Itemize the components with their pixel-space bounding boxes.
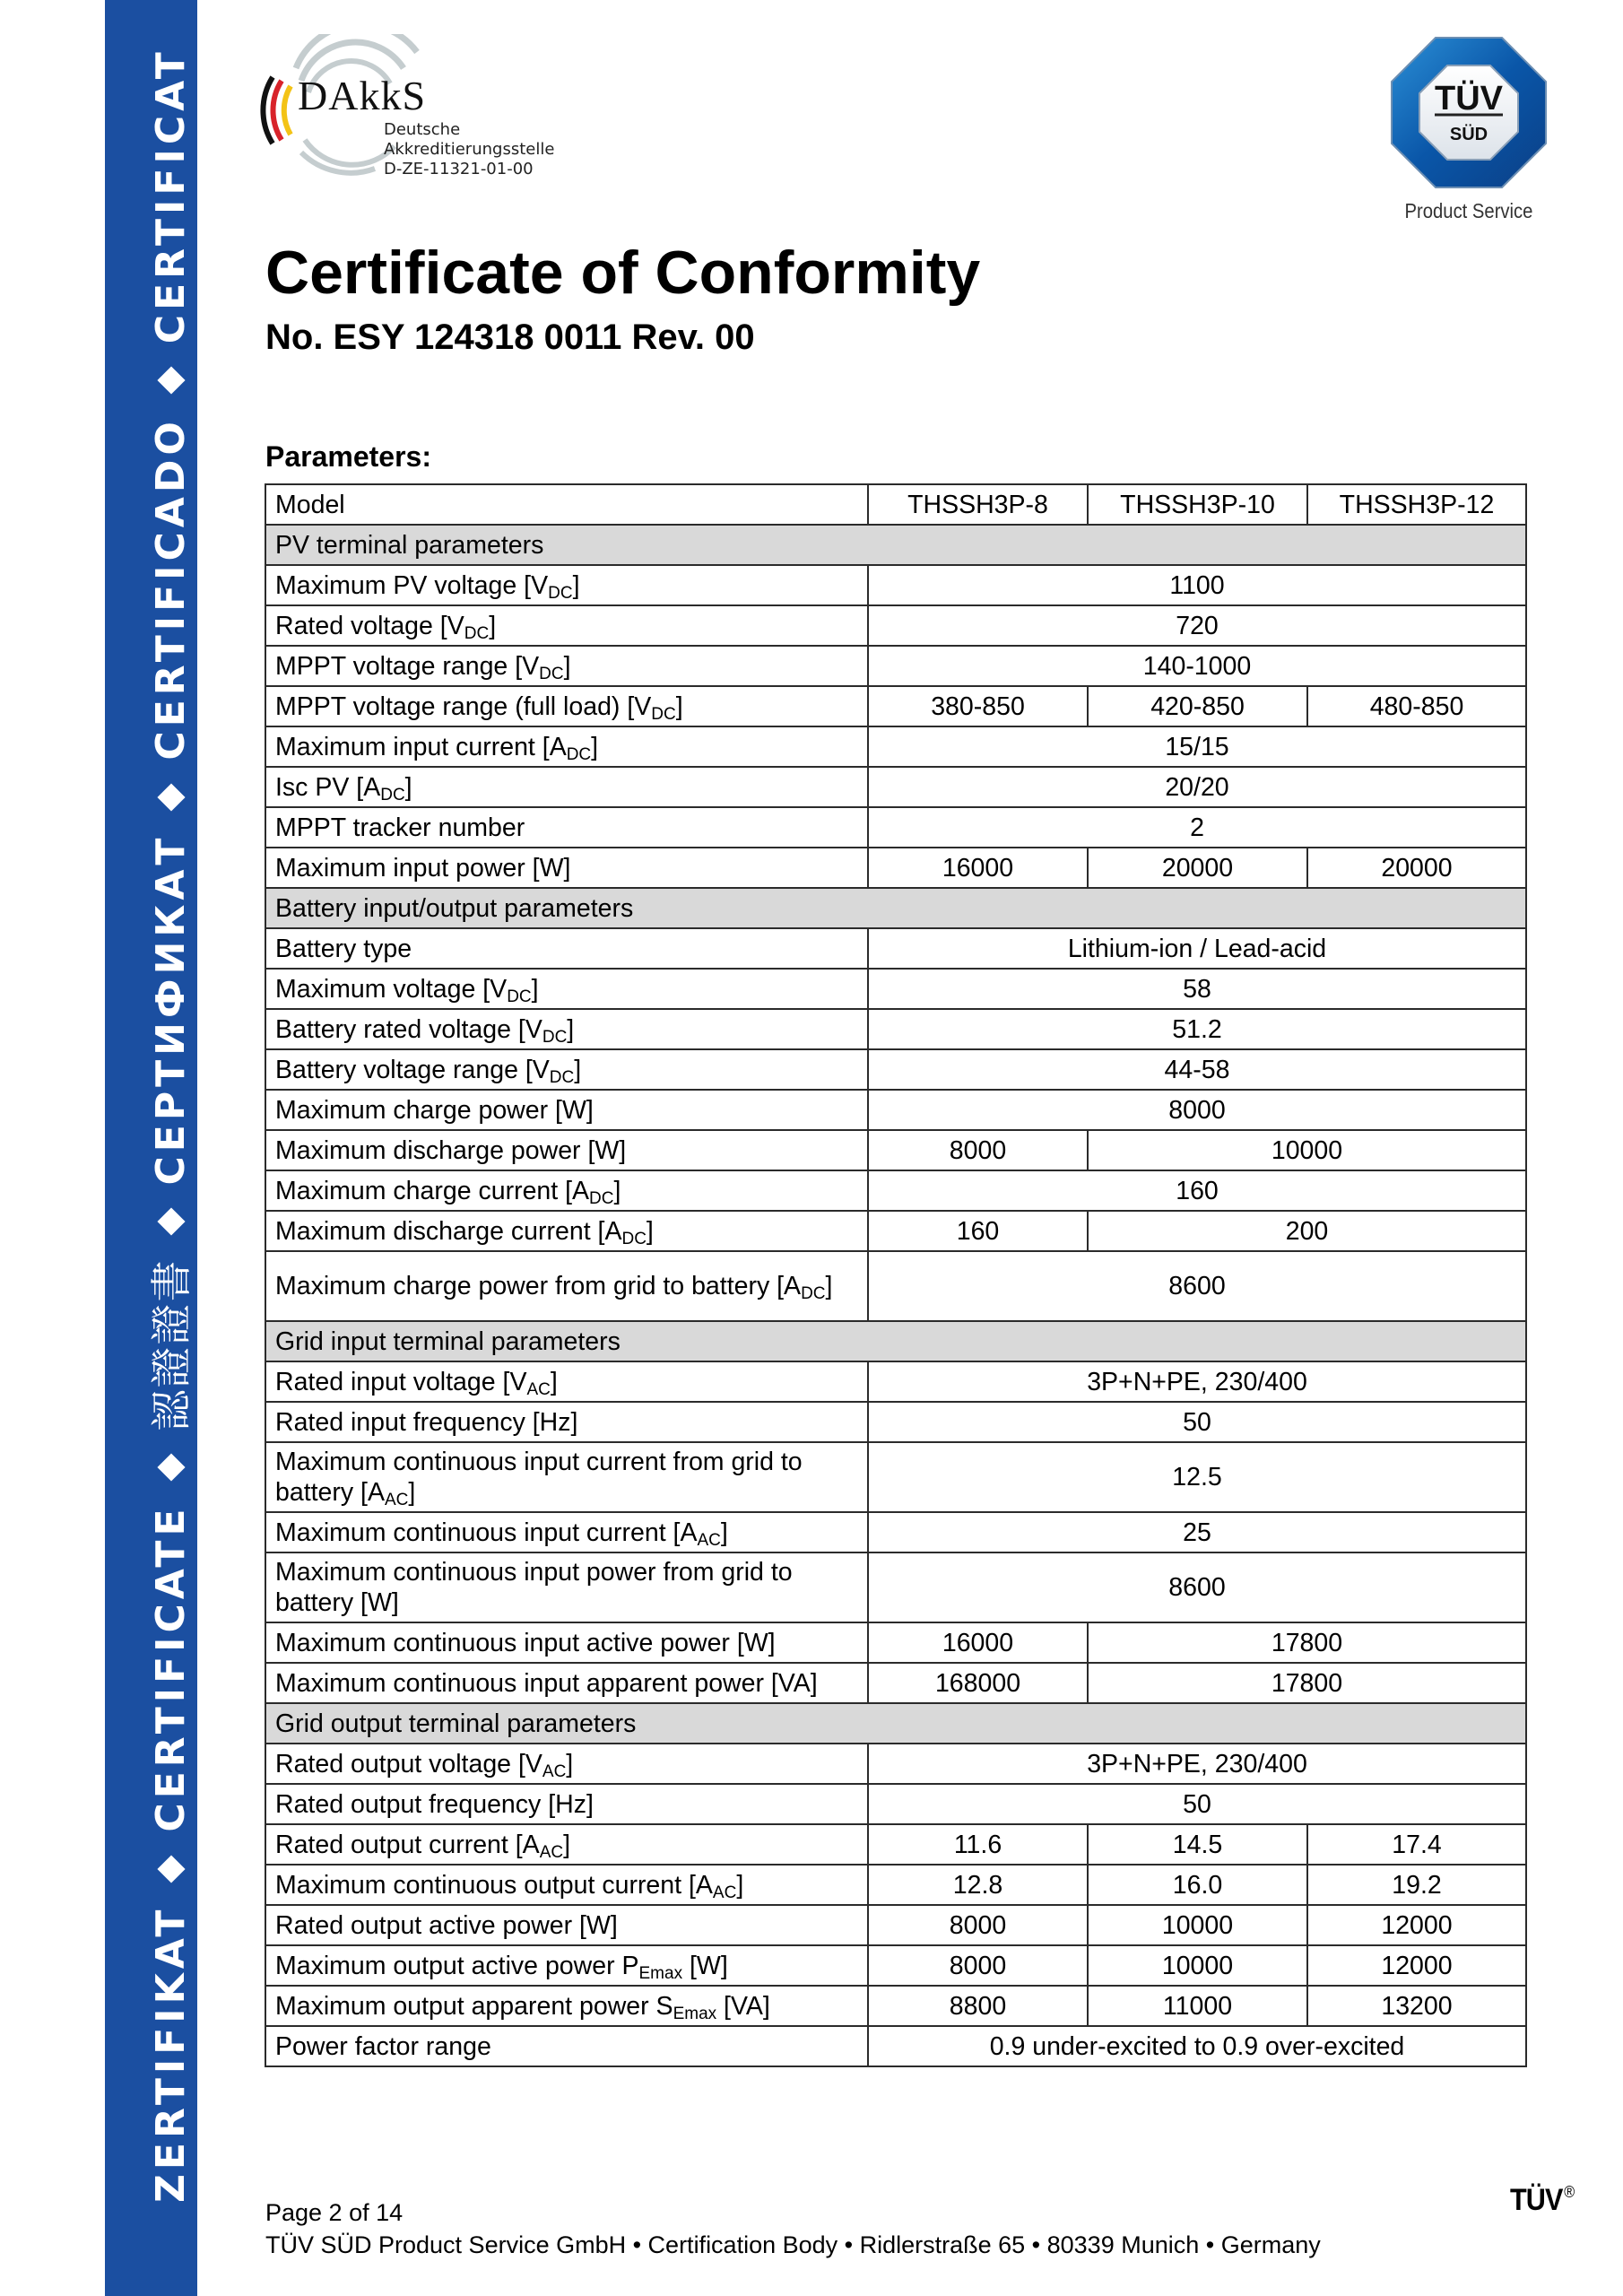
certificate-number: No. ESY 124318 0011 Rev. 00 bbox=[265, 317, 755, 357]
unit-suffix: ] bbox=[572, 570, 580, 600]
parameter-label bbox=[265, 1865, 868, 1905]
parameter-value: 0.9 under-excited to 0.9 over-excited bbox=[868, 2026, 1526, 2066]
unit-subscript: DC bbox=[621, 1229, 647, 1248]
unit-suffix: ] bbox=[563, 1830, 571, 1859]
table-row bbox=[265, 1442, 1526, 1512]
band-word-russian: СЕРТИФИКАТ bbox=[148, 833, 194, 1186]
parameter-label bbox=[265, 1402, 868, 1442]
unit-base: A bbox=[604, 1216, 622, 1246]
unit-subscript: Emax bbox=[638, 1963, 683, 1983]
label-text: Rated input frequency [Hz] bbox=[275, 1407, 578, 1437]
unit-suffix: [VA] bbox=[716, 1991, 770, 2021]
parameter-label bbox=[265, 1744, 868, 1784]
table-row bbox=[265, 1170, 1526, 1211]
section-title: PV terminal parameters bbox=[265, 525, 1526, 565]
parameter-label bbox=[265, 928, 868, 969]
parameter-value: 58 bbox=[868, 969, 1526, 1009]
label-text: Maximum continuous input active power [W] bbox=[275, 1628, 776, 1657]
model-label: Model bbox=[265, 484, 868, 525]
parameters-heading: Parameters: bbox=[265, 440, 431, 473]
label-text: Maximum charge power [W] bbox=[275, 1095, 594, 1125]
table-row bbox=[265, 1512, 1526, 1552]
unit-suffix: ] bbox=[646, 1216, 654, 1246]
label-text: Maximum PV voltage [ bbox=[275, 570, 532, 600]
parameter-value: 420-850 bbox=[1088, 686, 1307, 726]
parameter-value: 8000 bbox=[868, 1945, 1088, 1986]
unit-subscript: AC bbox=[526, 1379, 551, 1399]
parameter-value: 160 bbox=[868, 1170, 1526, 1211]
table-row bbox=[265, 726, 1526, 767]
unit-base: A bbox=[572, 1176, 590, 1205]
parameter-value: 12000 bbox=[1307, 1945, 1526, 1986]
unit-suffix: ] bbox=[567, 1014, 575, 1044]
tuv-logo-top: TÜV bbox=[1435, 80, 1503, 117]
parameter-value: 14.5 bbox=[1088, 1824, 1307, 1865]
tuv-logo-caption: Product Service bbox=[1404, 199, 1533, 222]
dakks-name: DAkkS bbox=[298, 73, 427, 118]
unit-base: V bbox=[634, 691, 652, 721]
parameter-value: 8000 bbox=[868, 1090, 1526, 1130]
table-row bbox=[265, 1361, 1526, 1402]
label-text: Rated input voltage [ bbox=[275, 1367, 510, 1396]
unit-base: V bbox=[525, 1749, 542, 1779]
parameter-value: 12000 bbox=[1307, 1905, 1526, 1945]
unit-base: V bbox=[490, 974, 508, 1004]
parameter-value: 480-850 bbox=[1307, 686, 1526, 726]
parameter-value: 10000 bbox=[1088, 1905, 1307, 1945]
table-row bbox=[265, 1552, 1526, 1622]
table-header-row bbox=[265, 484, 1526, 525]
label-text: Maximum continuous input current from grid to battery [ bbox=[275, 1448, 803, 1507]
label-text: Rated output frequency [Hz] bbox=[275, 1789, 594, 1819]
section-row bbox=[265, 888, 1526, 928]
label-text: Maximum input power [W] bbox=[275, 853, 571, 883]
section-row bbox=[265, 1321, 1526, 1361]
unit-base: V bbox=[447, 611, 464, 640]
unit-suffix: ] bbox=[675, 691, 683, 721]
dakks-line-1: Deutsche bbox=[384, 120, 461, 139]
band-word-chinese: 認證證書 bbox=[147, 1258, 195, 1431]
parameter-value: 3P+N+PE, 230/400 bbox=[868, 1361, 1526, 1402]
table-row bbox=[265, 1663, 1526, 1703]
parameter-value: 10000 bbox=[1088, 1945, 1307, 1986]
parameters-table bbox=[265, 483, 1527, 2067]
unit-suffix: ] bbox=[531, 974, 539, 1004]
unit-subscript: DC bbox=[539, 664, 564, 683]
dakks-accreditation-number: D-ZE-11321-01-00 bbox=[384, 160, 534, 178]
parameter-label bbox=[265, 1211, 868, 1251]
label-text: MPPT voltage range (full load) [ bbox=[275, 691, 635, 721]
page-number: Page 2 of 14 bbox=[265, 2199, 404, 2226]
unit-base: V bbox=[509, 1367, 527, 1396]
parameter-value: 8000 bbox=[868, 1130, 1088, 1170]
label-text: Maximum discharge power [W] bbox=[275, 1135, 627, 1165]
unit-suffix: ] bbox=[566, 1749, 574, 1779]
model-header: THSSH3P-10 bbox=[1088, 484, 1307, 525]
table-row bbox=[265, 1402, 1526, 1442]
unit-suffix: ] bbox=[404, 772, 412, 802]
parameter-value: 13200 bbox=[1307, 1986, 1526, 2026]
parameter-label bbox=[265, 2026, 868, 2066]
table-row bbox=[265, 1622, 1526, 1663]
parameter-value: 50 bbox=[868, 1784, 1526, 1824]
section-row bbox=[265, 525, 1526, 565]
table-row bbox=[265, 807, 1526, 848]
tuv-octagon-icon bbox=[1388, 34, 1549, 191]
table-row bbox=[265, 646, 1526, 686]
document-title: Certificate of Conformity bbox=[265, 239, 981, 307]
label-text: Rated output active power [W] bbox=[275, 1910, 618, 1940]
table-row bbox=[265, 1865, 1526, 1905]
side-band-text bbox=[147, 48, 195, 2203]
unit-base: V bbox=[522, 651, 540, 681]
parameter-label bbox=[265, 646, 868, 686]
parameter-value: 200 bbox=[1088, 1211, 1526, 1251]
parameter-value: 16.0 bbox=[1088, 1865, 1307, 1905]
parameter-label bbox=[265, 565, 868, 605]
parameter-value: 10000 bbox=[1088, 1130, 1526, 1170]
label-text: Maximum output apparent power S bbox=[275, 1991, 673, 2021]
model-header: THSSH3P-12 bbox=[1307, 484, 1526, 525]
table-row bbox=[265, 928, 1526, 969]
diamond-icon bbox=[157, 1454, 185, 1482]
parameter-label bbox=[265, 969, 868, 1009]
unit-subscript: DC bbox=[507, 987, 532, 1006]
unit-subscript: Emax bbox=[673, 2004, 717, 2023]
parameter-label bbox=[265, 1905, 868, 1945]
unit-base: A bbox=[522, 1830, 540, 1859]
parameter-value: 3P+N+PE, 230/400 bbox=[868, 1744, 1526, 1784]
label-text: MPPT voltage range [ bbox=[275, 651, 523, 681]
parameter-value: 19.2 bbox=[1307, 1865, 1526, 1905]
unit-suffix: ] bbox=[489, 611, 497, 640]
label-text: Maximum voltage [ bbox=[275, 974, 490, 1004]
label-text: Battery voltage range [ bbox=[275, 1055, 533, 1084]
table-row bbox=[265, 1130, 1526, 1170]
table-row bbox=[265, 767, 1526, 807]
label-text: Power factor range bbox=[275, 2031, 491, 2061]
tuv-mark-text: TÜV bbox=[1509, 2183, 1563, 2217]
label-text: Battery rated voltage [ bbox=[275, 1014, 525, 1044]
parameter-value: 25 bbox=[868, 1512, 1526, 1552]
parameter-label bbox=[265, 1170, 868, 1211]
diamond-icon bbox=[157, 1855, 185, 1883]
parameter-value: 2 bbox=[868, 807, 1526, 848]
label-text: Isc PV [ bbox=[275, 772, 364, 802]
unit-subscript: DC bbox=[549, 1067, 575, 1087]
unit-suffix: ] bbox=[550, 1367, 558, 1396]
label-text: Rated voltage [ bbox=[275, 611, 447, 640]
unit-subscript: DC bbox=[542, 1027, 568, 1047]
diamond-icon bbox=[157, 367, 185, 395]
unit-suffix: ] bbox=[613, 1176, 621, 1205]
unit-suffix: ] bbox=[736, 1870, 744, 1900]
parameter-label bbox=[265, 1130, 868, 1170]
label-text: Maximum continuous input current [ bbox=[275, 1518, 681, 1547]
parameter-label bbox=[265, 1442, 868, 1512]
diamond-icon bbox=[157, 1208, 185, 1236]
unit-base: V bbox=[531, 570, 549, 600]
table-row bbox=[265, 1744, 1526, 1784]
unit-subscript: AC bbox=[384, 1491, 409, 1509]
parameter-label bbox=[265, 1361, 868, 1402]
label-text: Maximum discharge current [ bbox=[275, 1216, 605, 1246]
parameter-label bbox=[265, 1784, 868, 1824]
label-text: Maximum charge power from grid to battery [ bbox=[275, 1272, 785, 1300]
parameter-value: 50 bbox=[868, 1402, 1526, 1442]
parameter-label bbox=[265, 1251, 868, 1321]
table-row bbox=[265, 1009, 1526, 1049]
parameter-value: 17800 bbox=[1088, 1663, 1526, 1703]
table-row bbox=[265, 1211, 1526, 1251]
table-row bbox=[265, 1049, 1526, 1090]
unit-base: A bbox=[680, 1518, 698, 1547]
diamond-icon bbox=[157, 783, 185, 811]
parameter-label bbox=[265, 686, 868, 726]
table-row bbox=[265, 1784, 1526, 1824]
label-text: Maximum input current [ bbox=[275, 732, 550, 761]
parameter-label bbox=[265, 767, 868, 807]
table-row bbox=[265, 1824, 1526, 1865]
parameter-value: 16000 bbox=[868, 1622, 1088, 1663]
parameter-value: 140-1000 bbox=[868, 646, 1526, 686]
footer-address: TÜV SÜD Product Service GmbH • Certification Body • Ridlerstraße 65 • 80339 Munich • Germany bbox=[265, 2231, 1321, 2258]
table-row bbox=[265, 969, 1526, 1009]
parameter-value: 17800 bbox=[1088, 1622, 1526, 1663]
parameter-label bbox=[265, 1090, 868, 1130]
table-row bbox=[265, 1090, 1526, 1130]
parameter-label bbox=[265, 1945, 868, 1986]
parameter-value: 8000 bbox=[868, 1905, 1088, 1945]
parameter-value: 12.8 bbox=[868, 1865, 1088, 1905]
unit-base: V bbox=[532, 1055, 550, 1084]
parameter-value: 168000 bbox=[868, 1663, 1088, 1703]
parameter-label bbox=[265, 1009, 868, 1049]
parameter-label bbox=[265, 1049, 868, 1090]
parameter-value: 11000 bbox=[1088, 1986, 1307, 2026]
table-row bbox=[265, 2026, 1526, 2066]
unit-suffix: ] bbox=[574, 1055, 582, 1084]
unit-base: A bbox=[367, 1478, 385, 1507]
band-word-certificado: CERTIFICADO bbox=[148, 417, 194, 761]
unit-base: V bbox=[525, 1014, 542, 1044]
parameter-value: 380-850 bbox=[868, 686, 1088, 726]
table-row bbox=[265, 1905, 1526, 1945]
parameter-value: 20000 bbox=[1307, 848, 1526, 888]
tuv-footer-mark bbox=[1510, 2183, 1574, 2218]
unit-subscript: DC bbox=[566, 744, 592, 764]
unit-suffix: ] bbox=[591, 732, 599, 761]
parameter-label bbox=[265, 1552, 868, 1622]
table-row bbox=[265, 565, 1526, 605]
section-title: Battery input/output parameters bbox=[265, 888, 1526, 928]
table-row bbox=[265, 1986, 1526, 2026]
parameter-label bbox=[265, 1512, 868, 1552]
unit-subscript: DC bbox=[548, 583, 573, 603]
registered-icon: ® bbox=[1564, 2183, 1575, 2201]
table-row bbox=[265, 1945, 1526, 1986]
unit-subscript: DC bbox=[651, 704, 676, 724]
unit-suffix: ] bbox=[720, 1518, 728, 1547]
unit-base: A bbox=[363, 772, 381, 802]
model-header: THSSH3P-8 bbox=[868, 484, 1088, 525]
parameter-value: 20/20 bbox=[868, 767, 1526, 807]
dakks-logo bbox=[260, 34, 583, 187]
parameter-value: 8600 bbox=[868, 1552, 1526, 1622]
label-text: Maximum charge current [ bbox=[275, 1176, 573, 1205]
unit-suffix: [W] bbox=[682, 1951, 728, 1980]
band-word-certificat: CERTIFICAT bbox=[148, 48, 194, 344]
parameter-value: 17.4 bbox=[1307, 1824, 1526, 1865]
table-row bbox=[265, 605, 1526, 646]
label-text: Rated output current [ bbox=[275, 1830, 523, 1859]
parameter-value: 15/15 bbox=[868, 726, 1526, 767]
band-word-zertifikat: ZERTIFIKAT bbox=[148, 1905, 194, 2203]
parameter-value: 8800 bbox=[868, 1986, 1088, 2026]
unit-suffix: ] bbox=[825, 1272, 833, 1300]
section-row bbox=[265, 1703, 1526, 1744]
parameter-label bbox=[265, 1824, 868, 1865]
unit-suffix: ] bbox=[408, 1478, 416, 1507]
table-row bbox=[265, 848, 1526, 888]
parameter-value: 8600 bbox=[868, 1251, 1526, 1321]
parameter-value: 1100 bbox=[868, 565, 1526, 605]
parameter-value: 44-58 bbox=[868, 1049, 1526, 1090]
dakks-line-2: Akkreditierungsstelle bbox=[384, 140, 555, 159]
label-text: Battery type bbox=[275, 934, 412, 963]
unit-subscript: DC bbox=[464, 623, 490, 643]
parameter-label bbox=[265, 1663, 868, 1703]
tuv-sud-logo bbox=[1388, 34, 1564, 231]
unit-base: A bbox=[784, 1272, 802, 1300]
unit-subscript: AC bbox=[712, 1883, 737, 1902]
unit-subscript: AC bbox=[542, 1761, 567, 1781]
parameter-label bbox=[265, 848, 868, 888]
table-row bbox=[265, 1251, 1526, 1321]
parameter-value: 20000 bbox=[1088, 848, 1307, 888]
parameter-value: 720 bbox=[868, 605, 1526, 646]
tuv-logo-bottom: SÜD bbox=[1449, 125, 1488, 144]
label-text: Rated output voltage [ bbox=[275, 1749, 525, 1779]
parameter-value: 12.5 bbox=[868, 1442, 1526, 1512]
parameter-label bbox=[265, 605, 868, 646]
unit-base: A bbox=[695, 1870, 713, 1900]
unit-subscript: DC bbox=[380, 785, 405, 804]
section-title: Grid output terminal parameters bbox=[265, 1703, 1526, 1744]
parameter-label bbox=[265, 807, 868, 848]
unit-suffix: ] bbox=[563, 651, 571, 681]
unit-base: A bbox=[549, 732, 567, 761]
parameter-value: 160 bbox=[868, 1211, 1088, 1251]
parameter-value: Lithium-ion / Lead-acid bbox=[868, 928, 1526, 969]
parameter-label bbox=[265, 1986, 868, 2026]
parameter-value: 51.2 bbox=[868, 1009, 1526, 1049]
label-text: Maximum continuous input power from grid to battery [W] bbox=[275, 1558, 793, 1617]
parameter-value: 16000 bbox=[868, 848, 1088, 888]
unit-subscript: DC bbox=[589, 1188, 614, 1208]
label-text: Maximum output active power P bbox=[275, 1951, 639, 1980]
table-row bbox=[265, 686, 1526, 726]
label-text: Maximum continuous output current [ bbox=[275, 1870, 696, 1900]
section-title: Grid input terminal parameters bbox=[265, 1321, 1526, 1361]
band-word-certificate: CERTIFICATE bbox=[148, 1504, 194, 1832]
parameter-label bbox=[265, 726, 868, 767]
parameter-value: 11.6 bbox=[868, 1824, 1088, 1865]
unit-subscript: DC bbox=[801, 1284, 826, 1303]
unit-subscript: AC bbox=[697, 1530, 721, 1550]
unit-subscript: AC bbox=[539, 1842, 564, 1862]
parameter-label bbox=[265, 1622, 868, 1663]
label-text: MPPT tracker number bbox=[275, 813, 525, 842]
label-text: Maximum continuous input apparent power [VA] bbox=[275, 1668, 818, 1698]
